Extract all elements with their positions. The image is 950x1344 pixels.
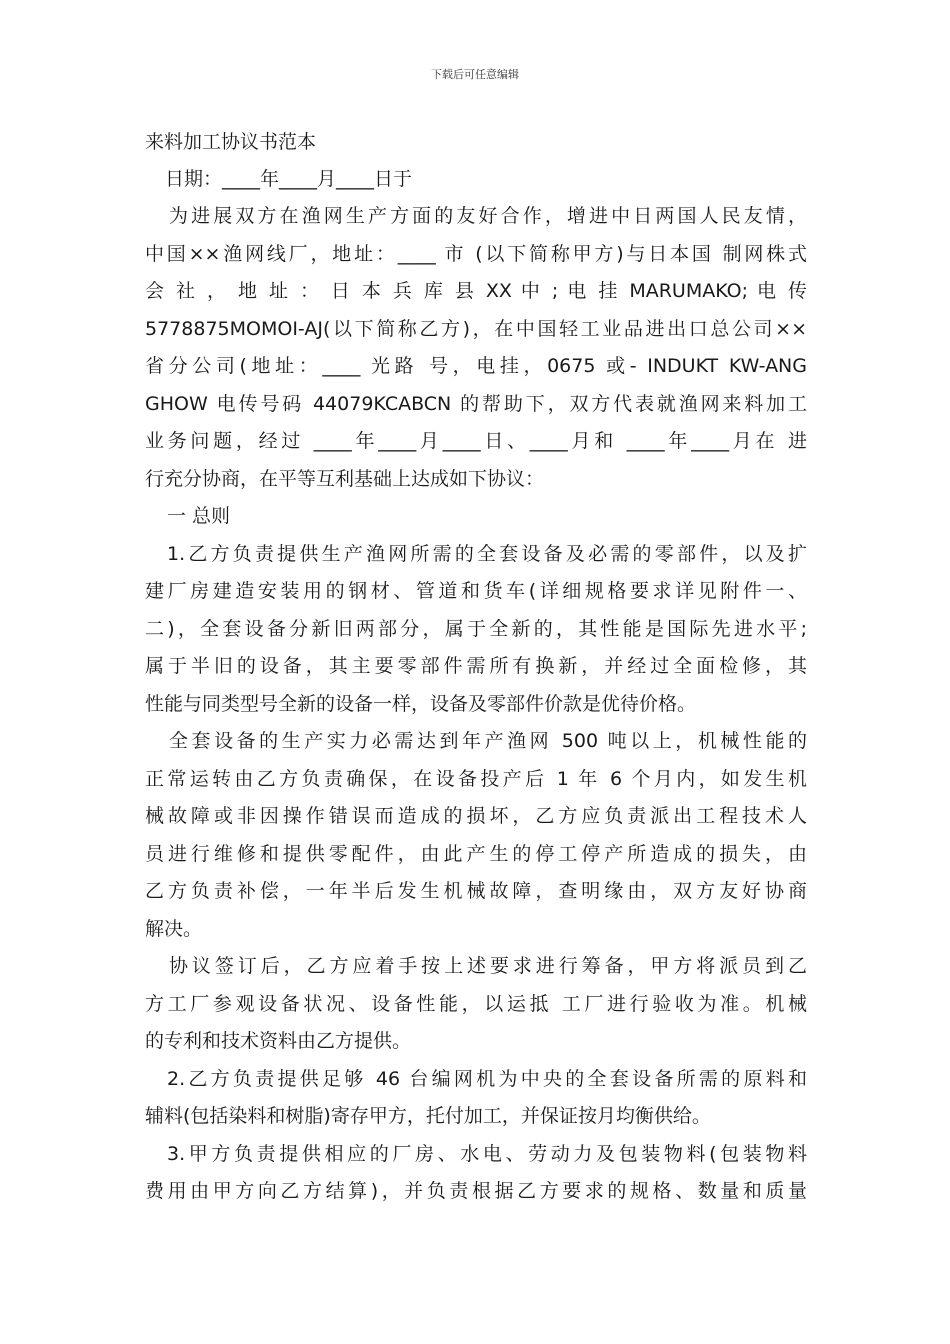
paragraph-line: 1.乙方负责提供生产渔网所需的全套设备及必需的零部件，以及扩: [167, 542, 807, 565]
paragraph-line: 业务问题，经过 ____年____月____日、____月和 ____年____月在 进: [145, 430, 807, 452]
paragraph-line: 辅料(包括染料和树脂)寄存甲方，托付加工，并保证按月均衡供给。: [145, 1105, 711, 1127]
paragraph-line: 2.乙方负责提供足够 46 台编网机为中央的全套设备所需的原料和: [167, 1067, 807, 1090]
paragraph-line: 协议签订后，乙方应着手按上述要求进行筹备，甲方将派员到乙: [169, 955, 807, 977]
paragraph-line: 会 社 ， 地 址 ： 日 本 兵 库 县 XX 中 ; 电 挂 MARUMAKO; 电 传: [145, 280, 807, 302]
document-body: [145, 124, 807, 1211]
paragraph-line: 为进展双方在渔网生产方面的友好合作，增进中日两国人民友情，: [169, 205, 807, 227]
paragraph-line: 员进行维修和提供零配件，由此产生的停工停产所造成的损失，由: [145, 842, 807, 865]
paragraph-equipment-capacity: [145, 723, 807, 948]
date-line: 日期：____年____月____日于: [165, 168, 413, 190]
paragraph-line: 中国××渔网线厂，地址：____ 市 (以下简称甲方)与日本国 制网株式: [145, 242, 807, 265]
paragraph-line: 行充分协商，在平等互利基础上达成如下协议：: [145, 467, 545, 490]
intro-paragraph: [145, 198, 807, 498]
clause-3: [145, 1136, 807, 1211]
paragraph-line: 二)，全套设备分新旧两部分，属于全新的，其性能是国际先进水平;: [145, 617, 807, 640]
paragraph-line: GHOW 电传号码 44079KCABCN 的帮助下，双方代表就渔网来料加工: [145, 392, 807, 415]
paragraph-line: 方工厂参观设备状况、设备性能，以运抵 工厂进行验收为准。机械: [145, 992, 807, 1015]
paragraph-line: 械故障或非因操作错误而造成的损坏，乙方应负责派出工程技术人: [145, 805, 807, 827]
paragraph-line: 建厂房建造安装用的钢材、管道和货车(详细规格要求详见附件一、: [145, 580, 807, 602]
paragraph-line: 乙方负责补偿，一年半后发生机械故障，查明缘由，双方友好协商: [145, 880, 807, 902]
paragraph-line: 性能与同类型号全新的设备一样，设备及零部件价款是优待价格。: [145, 692, 697, 715]
section-heading: 一 总则: [167, 505, 231, 527]
clause-1: [145, 536, 807, 724]
paragraph-line: 费用由甲方向乙方结算)，并负责根据乙方要求的规格、数量和质量: [145, 1180, 807, 1202]
paragraph-line: 解决。: [145, 917, 203, 940]
paragraph-line: 的专利和技术资料由乙方提供。: [145, 1030, 412, 1052]
document-title: 来料加工协议书范本: [145, 131, 317, 153]
paragraph-agreement-signing: [145, 948, 807, 1061]
clause-2: [145, 1061, 807, 1136]
paragraph-line: 3.甲方负责提供相应的厂房、水电、劳动力及包装物料(包装物料: [167, 1142, 807, 1165]
paragraph-line: 正常运转由乙方负责确保，在设备投产后 1 年 6 个月内，如发生机: [145, 767, 807, 790]
page-header-note: 下载后可任意编辑: [431, 68, 519, 81]
paragraph-line: 属于半旧的设备，其主要零部件需所有换新，并经过全面检修，其: [145, 655, 807, 677]
paragraph-line: 省分公司(地址：____ 光路 号，电挂，0675 或- INDUKT KW-ANG: [145, 355, 807, 377]
paragraph-line: 全套设备的生产实力必需达到年产渔网 500 吨以上，机械性能的: [169, 730, 807, 752]
paragraph-line: 5778875MOMOI-AJ(以下简称乙方)，在中国轻工业品进出口总公司××: [145, 317, 807, 340]
